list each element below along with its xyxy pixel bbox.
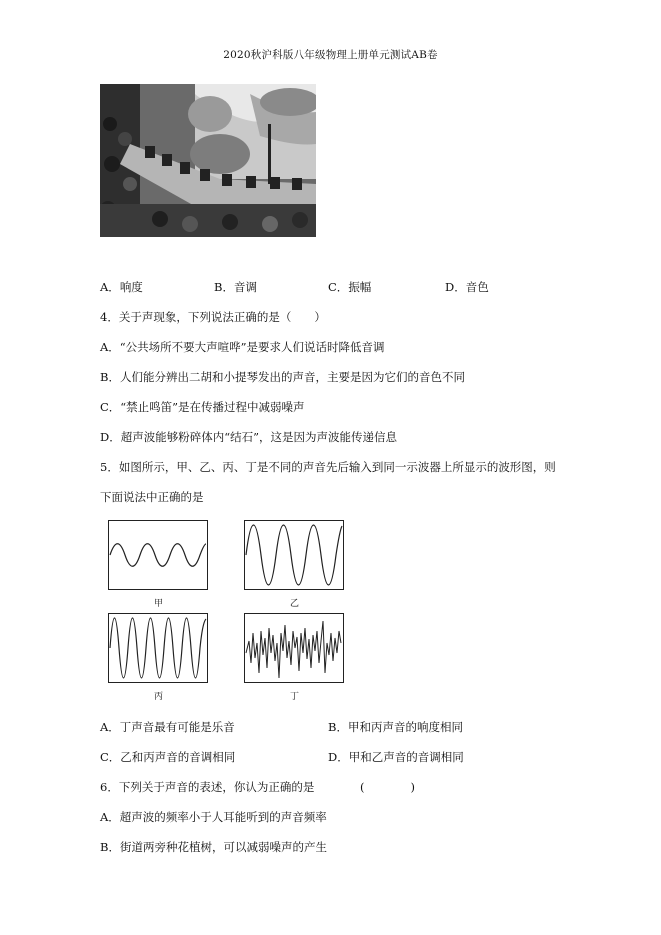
q4-option-a: A．“公共场所不要大声喧哗”是要求人们说话时降低音调 [100, 340, 385, 354]
q3-option-d [445, 279, 489, 295]
q5-option-d: D．甲和乙声音的音调相同 [328, 750, 464, 764]
q6-stem: 6．下列关于声音的表述，你认为正确的是 [100, 780, 315, 794]
q3-option-c [328, 279, 371, 295]
photo-illustration [100, 84, 316, 237]
q4-option-d: D．超声波能够粉碎体内“结石”，这是因为声波能传递信息 [100, 430, 397, 444]
waveform-ding [244, 613, 344, 683]
waveform-ding-label: 丁 [290, 692, 300, 702]
waveform-yi [244, 520, 344, 590]
q5-stem-line1: 5．如图所示，甲、乙、丙、丁是不同的声音先后输入到同一示波器上所显示的波形图，则 [100, 460, 556, 474]
q6-option-b: B．街道两旁种花植树，可以减弱噪声的产生 [100, 840, 327, 854]
q3-option-a-text: 响度 [119, 280, 143, 294]
q4-stem: 4．关于声现象，下列说法正确的是（ ） [100, 310, 326, 324]
q3-option-a-letter: A． [100, 280, 120, 294]
q6-option-a: A．超声波的频率小于人耳能听到的声音频率 [100, 810, 327, 824]
waveform-yi-label: 乙 [290, 599, 300, 609]
q5-stem-line2: 下面说法中正确的是 [100, 490, 204, 504]
q3-option-b-text: 音调 [233, 280, 257, 294]
q3-option-b-letter: B． [214, 280, 234, 294]
waveform-ding-trace [246, 621, 341, 678]
waveform-bing-label: 丙 [154, 692, 164, 702]
q3-option-a [100, 279, 143, 295]
q5-option-b: B．甲和丙声音的响度相同 [328, 720, 463, 734]
q3-option-d-text: 音色 [465, 280, 489, 294]
waveform-bing-trace [110, 618, 206, 678]
q3-option-c-letter: C． [328, 280, 349, 294]
q6-answer-bracket: ( ) [360, 780, 415, 794]
q3-option-d-letter: D． [445, 280, 466, 294]
waveform-bing [108, 613, 208, 683]
waveform-yi-trace [246, 525, 342, 585]
page-header: 2020秋沪科版八年级物理上册单元测试AB卷 [223, 49, 438, 61]
q5-option-a: A．丁声音最有可能是乐音 [100, 720, 235, 734]
q3-option-b [214, 279, 257, 295]
waveform-jia-trace [110, 544, 206, 567]
guzheng-performance-photo [100, 84, 316, 237]
q4-option-b: B．人们能分辨出二胡和小提琴发出的声音，主要是因为它们的音色不同 [100, 370, 465, 384]
q4-option-c: C．“禁止鸣笛”是在传播过程中减弱噪声 [100, 400, 305, 414]
q5-option-c: C．乙和丙声音的音调相同 [100, 750, 236, 764]
waveform-jia [108, 520, 208, 590]
q3-option-c-text: 振幅 [348, 280, 372, 294]
waveform-jia-label: 甲 [154, 599, 164, 609]
